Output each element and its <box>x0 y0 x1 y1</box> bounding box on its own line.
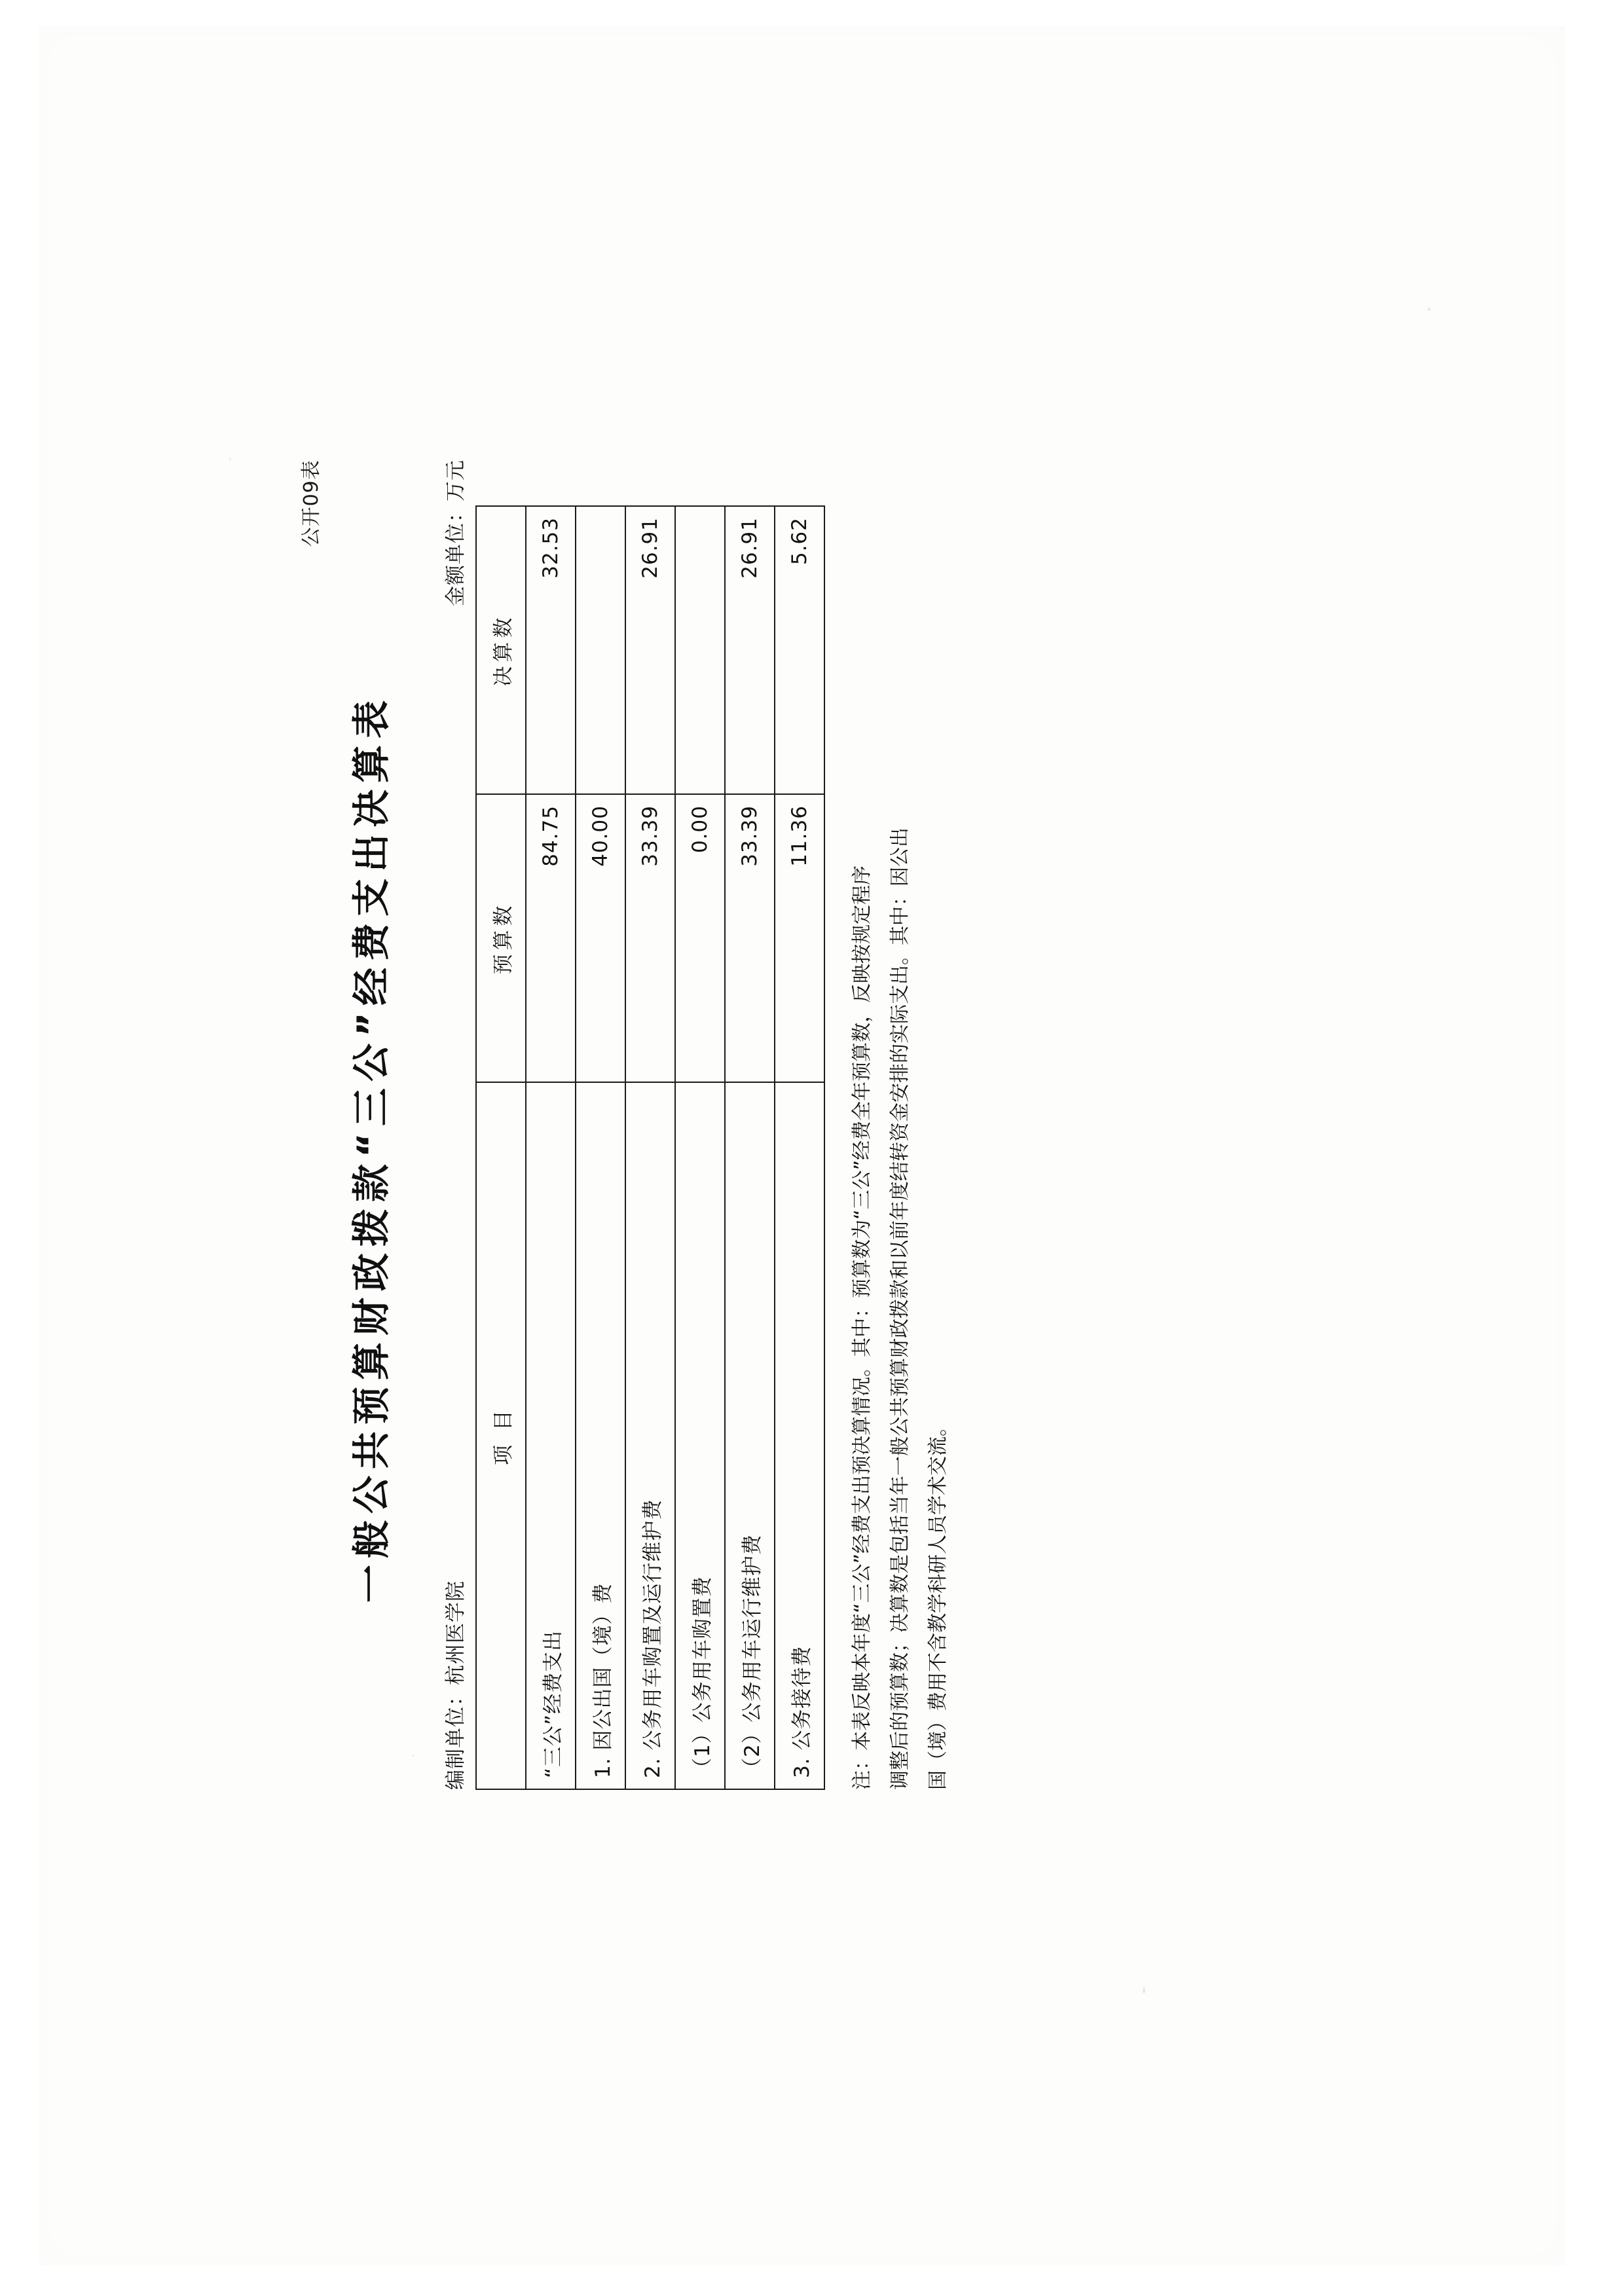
scan-speck <box>229 458 231 460</box>
table-header-row <box>476 506 526 1789</box>
row-budget-value: 0.00 <box>675 794 725 1082</box>
column-header-final: 决算数 <box>476 506 526 794</box>
row-budget-value: 40.00 <box>576 794 625 1082</box>
compiler-unit-label: 编制单位：杭州医学院 <box>444 1580 468 1790</box>
footnote-line: 注：本表反映本年度“三公”经费支出预决算情况。其中：预算数为“三公”经费全年预算数，反映按规定程序 <box>851 865 874 1790</box>
table-row <box>675 506 725 1789</box>
rotated-document-body <box>249 310 1375 1986</box>
table-meta-row <box>439 460 468 1790</box>
row-final-value: 32.53 <box>526 506 576 794</box>
table-row <box>625 506 675 1789</box>
row-item-label: （1）公务用车购置费 <box>675 1082 725 1789</box>
row-item-label: 2. 公务用车购置及运行维护费 <box>625 1082 675 1789</box>
row-budget-value: 33.39 <box>625 794 675 1082</box>
row-item-label: 1. 因公出国（境）费 <box>576 1082 625 1789</box>
row-budget-value: 84.75 <box>526 794 576 1082</box>
table-footnotes <box>843 526 957 1790</box>
amount-unit-label: 金额单位：万元 <box>444 459 468 606</box>
row-budget-value: 11.36 <box>775 794 824 1082</box>
row-final-value: 5.62 <box>775 506 824 794</box>
row-final-value <box>576 506 625 794</box>
row-final-value: 26.91 <box>725 506 775 794</box>
footnote-line: 国（境）费用不含教学科研人员学术交流。 <box>927 1416 950 1790</box>
form-number: 公开09表 <box>300 459 323 547</box>
row-item-label: 3. 公务接待费 <box>775 1082 824 1789</box>
footnote-line: 调整后的预算数；决算数是包括当年一般公共预算财政拨款和以前年度结转资金安排的实际支出。其中：因公出 <box>889 827 912 1790</box>
table-row <box>725 506 775 1789</box>
row-final-value: 26.91 <box>625 506 675 794</box>
column-header-budget: 预算数 <box>476 794 526 1082</box>
row-item-label: “三公”经费支出 <box>526 1082 576 1789</box>
table-row <box>526 506 576 1789</box>
expenditure-table <box>475 505 825 1790</box>
row-budget-value: 33.39 <box>725 794 775 1082</box>
page-title: 一般公共预算财政拨款“三公”经费支出决算表 <box>349 693 394 1603</box>
table-row <box>775 506 824 1789</box>
row-final-value <box>675 506 725 794</box>
row-item-label: （2）公务用车运行维护费 <box>725 1082 775 1789</box>
column-header-item: 项 目 <box>476 1082 526 1789</box>
scan-speck <box>1428 308 1431 311</box>
scan-speck <box>1143 1987 1145 1994</box>
table-row <box>576 506 625 1789</box>
